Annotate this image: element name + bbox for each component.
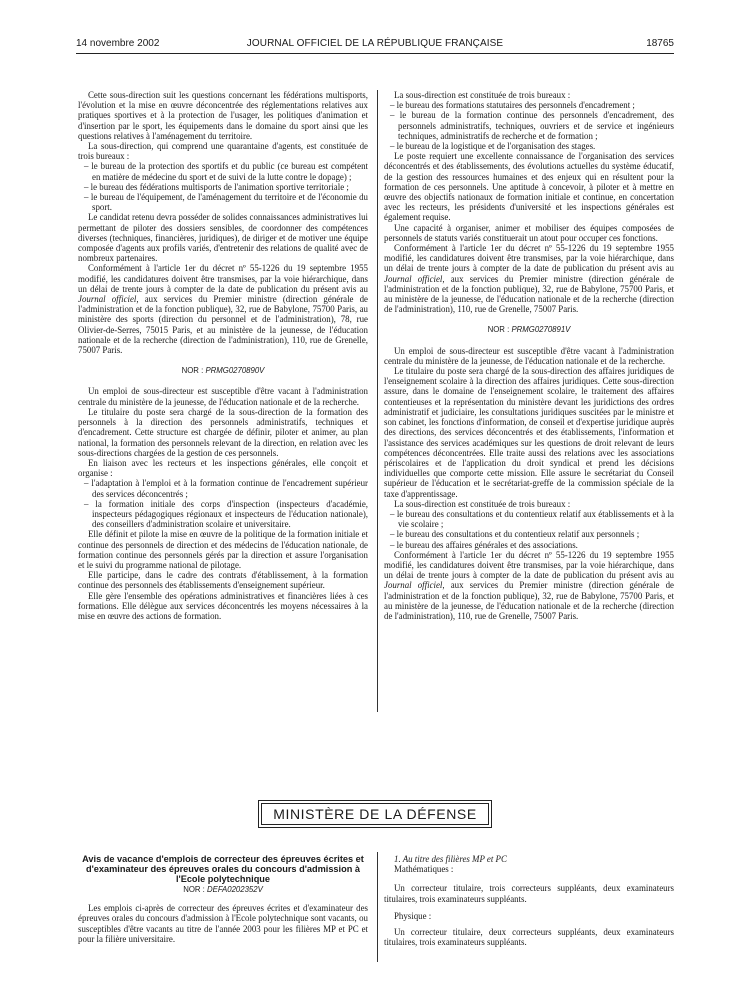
page-header [76, 38, 674, 52]
list-item: – le bureau de la formation continue des personnels d'encadrement, des personnels administratifs, techniques, ouvriers et de service et ingénieurs techniques, administratifs de recherche et de formation ; [390, 110, 674, 141]
list-item: – la formation initiale des corps d'inspection (inspecteurs d'académie, inspecteurs pédagogiques régionaux et inspecteurs de l'éducation nationale), des conseillers d'administration scolaire et universitaire. [84, 498, 368, 530]
list-item: – l'adaptation à l'emploi et à la formation continue de l'encadrement supérieur des services déconcentrés ; [84, 478, 368, 499]
subject-label: Mathématiques : [394, 864, 454, 875]
paragraph: Un emploi de sous-directeur est susceptible d'être vacant à l'administration centrale du ministère de la jeunesse, de l'éducation nationale et de la recherche. [384, 345, 674, 366]
nor-label: NOR : [487, 325, 512, 335]
list-item: – le bureau des affaires générales et des associations. [390, 539, 578, 550]
nor-code: PRMG0270891V [511, 325, 571, 335]
text-run: Conformément à l'article 1er du décret nº 55-1226 du 19 septembre 1955 modifié, les candidatures doivent être transmises, par la voie hiérarchique, dans un délai de trente jours à compter de la date de publication du présent avis au [384, 549, 674, 581]
paragraph: La sous-direction, qui comprend une quarantaine d'agents, est constituée de trois bureaux : [78, 141, 368, 162]
paragraph: La sous-direction est constituée de trois bureaux : [394, 498, 571, 509]
text-run: , aux services du Premier ministre (direction générale de l'administration et de la fonction publique), 32, rue de Babylone, 75700 Paris, au ministère des sports (direction du personnel et de l'administration), 78, rue Olivier-de-Serres, 75015 Paris, et au ministère de la jeunesse, de l'éducation nationale et de la recherche (direction de l'administration), 110, rue de Grenelle, 75007 Paris. [78, 294, 368, 356]
header-rule [76, 53, 674, 54]
list-item: – le bureau de la protection des sportifs et du public (ce bureau est compétent en matière de médecine du sport et de suivi de la lutte contre le dopage) ; [84, 161, 368, 182]
list-item: – le bureau des fédérations multisports de l'animation sportive territoriale ; [84, 181, 349, 192]
section-title: 1. Au titre des filières MP et PC [394, 854, 507, 864]
subject-label: Physique : [394, 910, 432, 921]
paragraph: Le titulaire du poste sera chargé de la sous-direction de la formation des personnels à la direction des personnels administratifs, techniques et d'encadrement. Cette structure est chargée de définir, piloter et animer, au plan national, la formation des personnels relevant de la direction, en relation avec les sous-directions chargées de la gestion de ces personnels. [78, 406, 368, 458]
bureau-list [384, 100, 674, 151]
paragraph: Le candidat retenu devra posséder de solides connaissances administratives lui permettant de piloter des dossiers sensibles, de coordonner des compétences diverses (techniques, financières, juridiques), de diriger et de motiver une équipe composée d'agents aux profils variés, d'entretenir des relations de qualité avec de nombreux partenaires. [78, 212, 368, 264]
text-run: Conformément à l'article 1er du décret nº 55-1226 du 19 septembre 1955 modifié, les candidatures doivent être transmises, par la voie hiérarchique, dans un délai de trente jours à compter de la date de publication du présent avis au [78, 263, 368, 294]
journal-title: JOURNAL OFFICIEL DE LA RÉPUBLIQUE FRANÇAISE [246, 38, 504, 49]
ministry-heading [258, 800, 492, 828]
nor-code: DEFA0202352V [207, 885, 263, 894]
issue-date: 14 novembre 2002 [76, 38, 160, 49]
text-run: , aux services du Premier ministre (direction générale de l'administration et de la fonction publique), 32, rue de Babylone, 75700 Paris, et au ministère de la jeunesse, de l'éducation nationale et de la recherche (direction de l'administration), 110, rue de Grenelle, 75007 Paris. [384, 580, 674, 621]
column-divider [377, 90, 378, 712]
paragraph: Un emploi de sous-directeur est susceptible d'être vacant à l'administration centrale du ministère de la jeunesse, de l'éducation nationale et de la recherche. [78, 386, 368, 407]
paragraph [384, 243, 674, 314]
nor-reference [384, 325, 674, 335]
nor-reference [78, 366, 368, 376]
nor-label: NOR : [181, 366, 206, 376]
left-column [78, 90, 368, 621]
paragraph [78, 263, 368, 355]
bottom-right-column [384, 854, 674, 947]
avis-title: Avis de vacance d'emplois de correcteur des épreuves écrites et d'examinateur des épreuves orales du concours d'admission à l'Ecole polytechnique [82, 854, 364, 884]
paragraph: Le titulaire du poste sera chargé de la sous-direction des affaires juridiques de l'enseignement scolaire à la direction des affaires juridiques. Cette sous-direction assure, dans le domaine de l'enseignement scolaire, le traitement des affaires contentieuses et la représentation du ministère devant les juridictions des ordres administratif et judiciaire, les consultations juridiques suscitées par le ministre et son cabinet, les fonctions d'information, de conseil et d'expertise juridique auprès des directions, des services déconcentrés et des établissements, l'information et l'assistance des services académiques sur les questions de droit relevant de leurs compétences déconcentrées. Elle traite aussi des relations avec les associations périscolaires et de l'application du droit syndical et prend les décisions individuelles que comporte cette mission. Elle assure le secrétariat du Conseil supérieur de l'éducation et le secrétariat-greffe de la commission spéciale de la taxe d'apprentissage. [384, 366, 674, 499]
page-number: 18765 [646, 38, 674, 49]
bureau-list [384, 509, 674, 550]
list-item: – le bureau de l'équipement, de l'aménagement du territoire et de l'économie du sport. [84, 192, 368, 213]
paragraph: Une capacité à organiser, animer et mobiliser des équipes composées de personnels de statuts variés constituerait un atout pour occuper ces fonctions. [384, 222, 674, 243]
paragraph: Les emplois ci-après de correcteur des épreuves écrites et d'examinateur des épreuves orales du concours d'admission à l'Ecole polytechnique sont vacants, ou susceptibles d'être vacants au titre de l'année 2003 pour les filières MP et PC et pour la filière universitaire. [78, 903, 368, 944]
nor-code: PRMG0270890V [205, 366, 265, 376]
paragraph: La sous-direction est constituée de trois bureaux : [394, 90, 571, 100]
paragraph [384, 550, 674, 621]
journal-name: Journal officiel [78, 294, 137, 305]
paragraph: En liaison avec les recteurs et les inspections générales, elle conçoit et organise : [78, 457, 368, 479]
bureau-list [78, 161, 368, 212]
journal-name: Journal officiel [384, 580, 443, 591]
ministry-title: MINISTÈRE DE LA DÉFENSE [273, 806, 477, 822]
column-divider [377, 852, 378, 962]
journal-name: Journal officiel [384, 273, 443, 284]
training-list [78, 478, 368, 529]
list-item: – le bureau des formations statutaires des personnels d'encadrement ; [390, 100, 635, 111]
list-item: – le bureau de la logistique et de l'organisation des stages. [390, 141, 596, 152]
nor-label: NOR : [183, 885, 208, 894]
paragraph: Elle définit et pilote la mise en œuvre de la politique de la formation initiale et continue des personnels de direction et des médecins de l'éducation nationale, de formation continue des personnels gérés par la direction et assure l'organisation et le suivi du programme national de pilotage. [78, 529, 368, 570]
nor-reference [78, 885, 368, 895]
text-run: Conformément à l'article 1er du décret nº 55-1226 du 19 septembre 1955 modifié, les candidatures doivent être transmises, par la voie hiérarchique, dans un délai de trente jours à compter de la date de publication du présent avis au [384, 243, 674, 274]
paragraph: Cette sous-direction suit les questions concernant les fédérations multisports, l'évolution et la mise en œuvre déconcentrée des réglementations relatives aux pratiques sportives et à la protection de l'usager, les politiques d'animation et d'insertion par le sport, les équipements dans le domaine du sport ainsi que les questions relatives à l'aménagement du territoire. [78, 90, 368, 141]
paragraph: Elle gère l'ensemble des opérations administratives et financières liées à ces formations. Elle délègue aux services déconcentrés les moyens nécessaires à la mise en œuvre des actions de formation. [78, 590, 368, 621]
paragraph: Un correcteur titulaire, trois correcteurs suppléants, deux examinateurs titulaires, trois examinateurs suppléants. [384, 883, 674, 904]
right-column [384, 90, 674, 621]
list-item: – le bureau des consultations et du contentieux relatif aux établissements et à la vie scolaire ; [390, 508, 674, 530]
paragraph: Le poste requiert une excellente connaissance de l'organisation des services déconcentrés et des établissements, des évolutions actuelles du système éducatif, de la gestion des ressources humaines et des enjeux qui en résultent pour la formation de ces personnels. Une aptitude à concevoir, à piloter et à mettre en œuvre des objectifs nationaux de formation initiale et continue, en concertation avec les recteurs, les présidents d'université et les inspections générales est également requise. [384, 151, 674, 223]
paragraph: Elle participe, dans le cadre des contrats d'établissement, à la formation continue des personnels des établissements d'enseignement supérieur. [78, 570, 368, 591]
list-item: – le bureau des consultations et du contentieux relatif aux personnels ; [390, 529, 640, 540]
bottom-left-column [78, 854, 368, 944]
text-run: , aux services du Premier ministre (direction générale de l'administration et de la fonction publique), 32, rue de Babylone, 75700 Paris, et au ministère de la jeunesse, de l'éducation nationale et de la recherche (direction de l'administration), 110, rue de Grenelle, 75007 Paris. [384, 273, 674, 315]
paragraph: Un correcteur titulaire, deux correcteurs suppléants, deux examinateurs titulaires, trois examinateurs suppléants. [384, 927, 674, 948]
